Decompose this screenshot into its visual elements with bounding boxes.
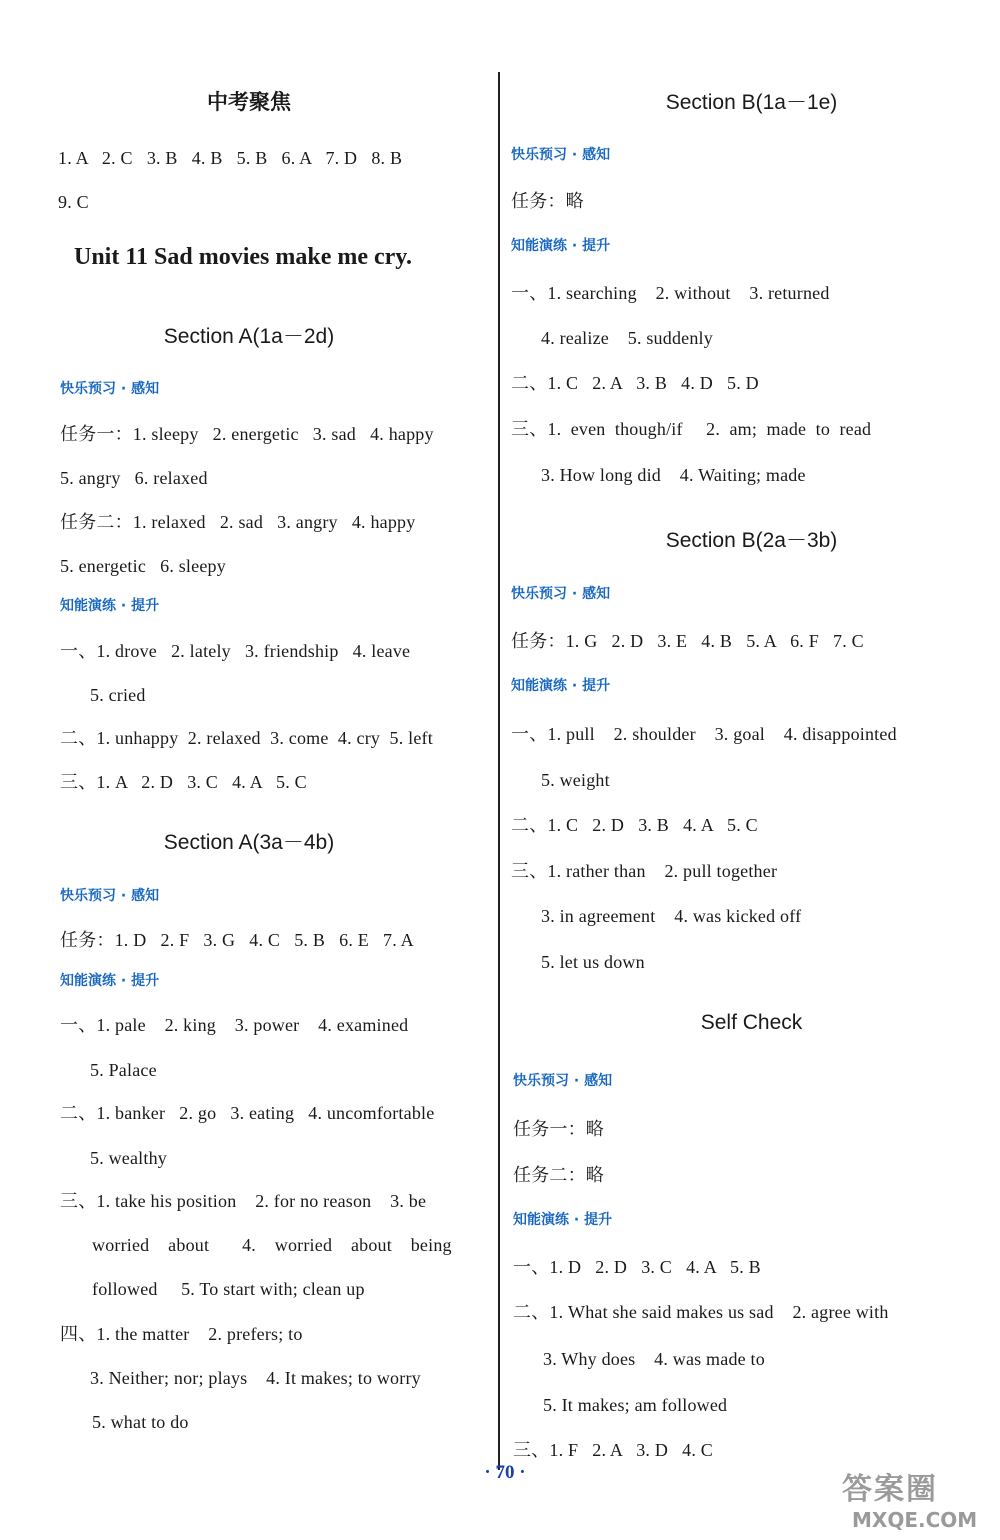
answer-line: 5. what to do	[92, 1412, 189, 1432]
answer-line: worried about 4. worried about being	[92, 1235, 452, 1255]
section-tag: 知能演练 · 提升	[511, 678, 611, 694]
section-tag: 快乐预习 · 感知	[60, 888, 160, 904]
answer-line: 三、1. take his position 2. for no reason 3. be	[60, 1191, 427, 1211]
section-tag: 快乐预习 · 感知	[511, 586, 611, 602]
answer-line: 二、1. banker 2. go 3. eating 4. uncomfortable	[60, 1103, 435, 1123]
watermark-text: 答案圈	[842, 1472, 938, 1507]
unit-title: Unit 11 Sad movies make me cry.	[74, 244, 412, 270]
page-number: · 70 ·	[484, 1462, 526, 1483]
answer-line: 任务一：1. sleepy 2. energetic 3. sad 4. happy	[60, 424, 434, 444]
zhongkao-heading: 中考聚焦	[207, 90, 291, 114]
answer-line: 5. cried	[90, 685, 146, 705]
answer-line: 三、1. rather than 2. pull together	[511, 861, 778, 881]
answer-line: 任务二：1. relaxed 2. sad 3. angry 4. happy	[60, 512, 416, 532]
answer-line: 任务：略	[511, 191, 584, 211]
answer-line: 四、1. the matter 2. prefers; to	[60, 1324, 303, 1344]
section-title: Section A(1a－2d)	[163, 325, 335, 348]
answer-line: 三、1. F 2. A 3. D 4. C	[513, 1440, 713, 1460]
answer-line: 1. A 2. C 3. B 4. B 5. B 6. A 7. D 8. B	[58, 148, 403, 168]
answer-line: 二、1. What she said makes us sad 2. agree with	[513, 1302, 889, 1322]
answer-line: 3. Neither; nor; plays 4. It makes; to worry	[90, 1368, 421, 1388]
answer-line: 三、1. A 2. D 3. C 4. A 5. C	[60, 772, 307, 792]
answer-line: 三、1. even though/if 2. am; made to read	[511, 419, 872, 439]
section-tag: 知能演练 · 提升	[511, 238, 611, 254]
section-tag: 快乐预习 · 感知	[60, 381, 160, 397]
answer-line: 5. let us down	[541, 952, 645, 972]
section-title: Section A(3a－4b)	[163, 831, 335, 854]
answer-line: 5. weight	[541, 770, 610, 790]
section-tag: 知能演练 · 提升	[60, 598, 160, 614]
answer-line: 任务一：略	[513, 1119, 604, 1139]
column-divider	[498, 72, 500, 1470]
section-tag: 快乐预习 · 感知	[513, 1073, 613, 1089]
section-title: Section B(1a－1e)	[665, 91, 838, 114]
section-tag: 知能演练 · 提升	[513, 1212, 613, 1228]
answer-line: 一、1. searching 2. without 3. returned	[511, 283, 830, 303]
answer-line: 5. Palace	[90, 1060, 157, 1080]
answer-line: 一、1. pull 2. shoulder 3. goal 4. disappointed	[511, 724, 897, 744]
answer-line: 二、1. C 2. A 3. B 4. D 5. D	[511, 373, 759, 393]
answer-line: 3. in agreement 4. was kicked off	[541, 906, 802, 926]
answer-line: 一、1. drove 2. lately 3. friendship 4. leave	[60, 641, 411, 661]
watermark-url: MXQE.COM	[852, 1508, 978, 1532]
watermark-logo	[842, 1464, 992, 1534]
answer-line: 5. angry 6. relaxed	[60, 468, 208, 488]
answer-line: 任务：1. D 2. F 3. G 4. C 5. B 6. E 7. A	[60, 930, 414, 950]
answer-line: 一、1. pale 2. king 3. power 4. examined	[60, 1015, 409, 1035]
answer-line: 5. wealthy	[90, 1148, 167, 1168]
section-tag: 快乐预习 · 感知	[511, 147, 611, 163]
answer-line: 9. C	[58, 192, 89, 212]
answer-line: 任务二：略	[513, 1165, 604, 1185]
section-title: Self Check	[700, 1011, 803, 1034]
answer-line: 一、1. D 2. D 3. C 4. A 5. B	[513, 1257, 761, 1277]
answer-line: 二、1. C 2. D 3. B 4. A 5. C	[511, 815, 758, 835]
section-tag: 知能演练 · 提升	[60, 973, 160, 989]
answer-line: 3. Why does 4. was made to	[543, 1349, 765, 1369]
answer-line: 5. It makes; am followed	[543, 1395, 728, 1415]
section-title: Section B(2a－3b)	[665, 529, 838, 552]
answer-line: 4. realize 5. suddenly	[541, 328, 713, 348]
answer-line: followed 5. To start with; clean up	[92, 1279, 365, 1299]
answer-line: 任务：1. G 2. D 3. E 4. B 5. A 6. F 7. C	[511, 631, 864, 651]
answer-line: 二、1. unhappy 2. relaxed 3. come 4. cry 5. left	[60, 728, 433, 748]
answer-line: 5. energetic 6. sleepy	[60, 556, 226, 576]
answer-line: 3. How long did 4. Waiting; made	[541, 465, 806, 485]
